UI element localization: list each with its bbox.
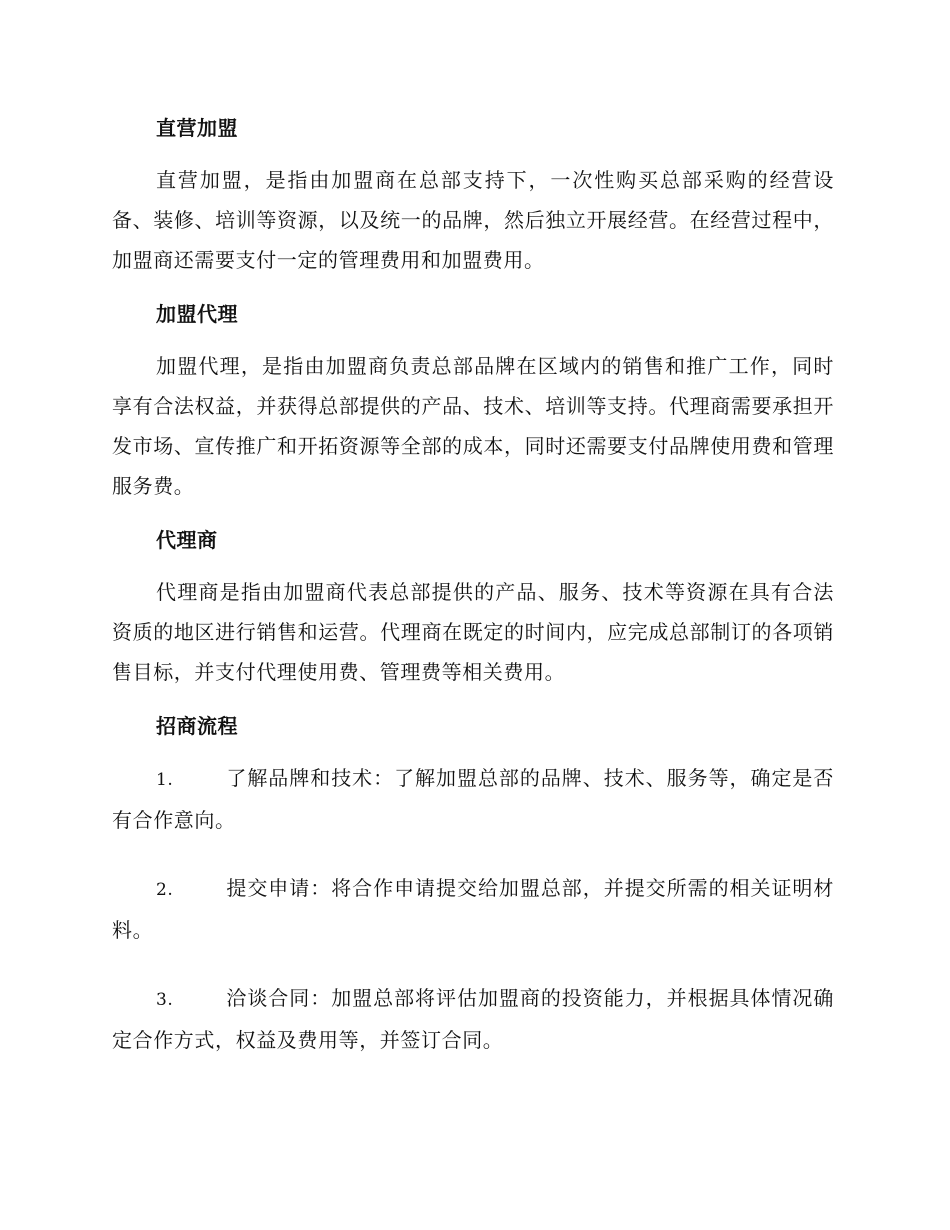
section-body: 加盟代理，是指由加盟商负责总部品牌在区域内的销售和推广工作，同时享有合法权益，并获得总部提供的产品、技术、培训等支持。代理商需要承担开发市场、宣传推广和开拓资源等全部的成本，同时还需要支付品牌使用费和管理服务费。: [112, 354, 834, 498]
section-heading: 直营加盟: [156, 116, 238, 140]
step-text: 洽谈合同：加盟总部将评估加盟商的投资能力，并根据具体情况确定合作方式，权益及费用等，并签订合同。: [112, 986, 834, 1052]
section-body: 代理商是指由加盟商代表总部提供的产品、服务、技术等资源在具有合法资质的地区进行销售和运营。代理商在既定的时间内，应完成总部制订的各项销售目标，并支付代理使用费、管理费等相关费用。: [112, 580, 834, 684]
section-process: [112, 706, 834, 1060]
step-number: 2.: [156, 880, 174, 900]
step-text: 提交申请：将合作申请提交给加盟总部，并提交所需的相关证明材料。: [112, 876, 834, 942]
section-body: 直营加盟，是指由加盟商在总部支持下，一次性购买总部采购的经营设备、装修、培训等资源，以及统一的品牌，然后独立开展经营。在经营过程中，加盟商还需要支付一定的管理费用和加盟费用。: [112, 168, 834, 272]
step-number: 3.: [156, 990, 174, 1010]
section-direct-franchise: [112, 108, 834, 280]
process-step: [112, 868, 834, 950]
process-heading: 招商流程: [156, 714, 238, 738]
section-franchise-agency: [112, 294, 834, 506]
step-number: 1.: [156, 770, 174, 790]
document-page: [112, 108, 834, 1088]
process-step: [112, 758, 834, 840]
section-heading: 加盟代理: [156, 302, 238, 326]
process-step: [112, 978, 834, 1060]
step-text: 了解品牌和技术：了解加盟总部的品牌、技术、服务等，确定是否有合作意向。: [112, 766, 834, 832]
section-heading: 代理商: [156, 528, 218, 552]
section-agent: [112, 520, 834, 692]
